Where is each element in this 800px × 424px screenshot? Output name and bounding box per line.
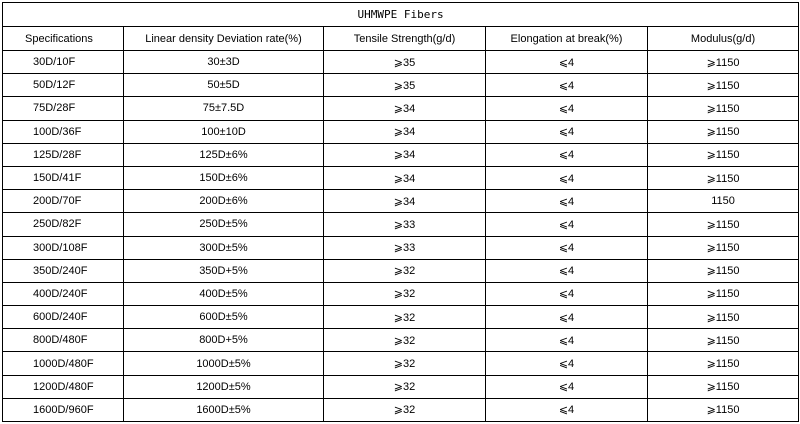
table-title-row <box>3 3 799 27</box>
cell-specification: 1200D/480F <box>3 375 124 398</box>
cell-modulus: 1150 <box>648 190 799 213</box>
cell-linear-density: 250D±5% <box>124 213 324 236</box>
cell-tensile-strength: ⩾32 <box>324 259 486 282</box>
table-row <box>3 166 799 189</box>
cell-elongation: ⩽4 <box>486 236 648 259</box>
cell-linear-density: 125D±6% <box>124 143 324 166</box>
cell-specification: 200D/70F <box>3 190 124 213</box>
cell-linear-density: 200D±6% <box>124 190 324 213</box>
cell-tensile-strength: ⩾32 <box>324 375 486 398</box>
table-row <box>3 120 799 143</box>
cell-specification: 1000D/480F <box>3 352 124 375</box>
cell-modulus: ⩾1150 <box>648 51 799 74</box>
cell-linear-density: 30±3D <box>124 51 324 74</box>
cell-tensile-strength: ⩾35 <box>324 51 486 74</box>
header-specifications: Specifications <box>3 27 124 51</box>
header-modulus: Modulus(g/d) <box>648 27 799 51</box>
table-row <box>3 259 799 282</box>
cell-modulus: ⩾1150 <box>648 329 799 352</box>
cell-specification: 250D/82F <box>3 213 124 236</box>
cell-linear-density: 350D+5% <box>124 259 324 282</box>
table-row <box>3 143 799 166</box>
header-elongation: Elongation at break(%) <box>486 27 648 51</box>
cell-modulus: ⩾1150 <box>648 375 799 398</box>
cell-elongation: ⩽4 <box>486 352 648 375</box>
cell-modulus: ⩾1150 <box>648 213 799 236</box>
cell-elongation: ⩽4 <box>486 51 648 74</box>
table-row <box>3 51 799 74</box>
table-row <box>3 398 799 421</box>
cell-tensile-strength: ⩾33 <box>324 213 486 236</box>
table-row <box>3 236 799 259</box>
cell-elongation: ⩽4 <box>486 143 648 166</box>
table-header-row <box>3 27 799 51</box>
cell-tensile-strength: ⩾34 <box>324 166 486 189</box>
cell-linear-density: 100±10D <box>124 120 324 143</box>
cell-modulus: ⩾1150 <box>648 282 799 305</box>
cell-tensile-strength: ⩾34 <box>324 143 486 166</box>
cell-specification: 125D/28F <box>3 143 124 166</box>
cell-modulus: ⩾1150 <box>648 120 799 143</box>
cell-specification: 800D/480F <box>3 329 124 352</box>
cell-modulus: ⩾1150 <box>648 166 799 189</box>
cell-elongation: ⩽4 <box>486 306 648 329</box>
cell-elongation: ⩽4 <box>486 120 648 143</box>
cell-modulus: ⩾1150 <box>648 398 799 421</box>
cell-elongation: ⩽4 <box>486 213 648 236</box>
cell-linear-density: 800D+5% <box>124 329 324 352</box>
cell-elongation: ⩽4 <box>486 398 648 421</box>
cell-modulus: ⩾1150 <box>648 74 799 97</box>
table-row <box>3 352 799 375</box>
cell-tensile-strength: ⩾32 <box>324 306 486 329</box>
table-body <box>3 51 799 422</box>
cell-specification: 1600D/960F <box>3 398 124 421</box>
cell-tensile-strength: ⩾33 <box>324 236 486 259</box>
cell-elongation: ⩽4 <box>486 190 648 213</box>
table-row <box>3 329 799 352</box>
cell-elongation: ⩽4 <box>486 166 648 189</box>
cell-specification: 600D/240F <box>3 306 124 329</box>
header-tensile-strength: Tensile Strength(g/d) <box>324 27 486 51</box>
cell-tensile-strength: ⩾34 <box>324 190 486 213</box>
cell-specification: 30D/10F <box>3 51 124 74</box>
cell-tensile-strength: ⩾34 <box>324 120 486 143</box>
cell-tensile-strength: ⩾32 <box>324 398 486 421</box>
cell-specification: 350D/240F <box>3 259 124 282</box>
table-title: UHMWPE Fibers <box>3 3 799 27</box>
cell-linear-density: 150D±6% <box>124 166 324 189</box>
cell-specification: 150D/41F <box>3 166 124 189</box>
table-row <box>3 97 799 120</box>
table-row <box>3 282 799 305</box>
cell-modulus: ⩾1150 <box>648 236 799 259</box>
cell-linear-density: 300D±5% <box>124 236 324 259</box>
header-linear-density: Linear density Deviation rate(%) <box>124 27 324 51</box>
cell-elongation: ⩽4 <box>486 259 648 282</box>
cell-linear-density: 1000D±5% <box>124 352 324 375</box>
table-row <box>3 190 799 213</box>
cell-specification: 400D/240F <box>3 282 124 305</box>
table-row <box>3 74 799 97</box>
cell-linear-density: 400D±5% <box>124 282 324 305</box>
cell-tensile-strength: ⩾32 <box>324 352 486 375</box>
uhmwpe-spec-table <box>2 2 799 422</box>
cell-linear-density: 600D±5% <box>124 306 324 329</box>
cell-modulus: ⩾1150 <box>648 259 799 282</box>
cell-linear-density: 1200D±5% <box>124 375 324 398</box>
cell-elongation: ⩽4 <box>486 97 648 120</box>
cell-linear-density: 75±7.5D <box>124 97 324 120</box>
table-row <box>3 306 799 329</box>
cell-linear-density: 50±5D <box>124 74 324 97</box>
cell-tensile-strength: ⩾32 <box>324 282 486 305</box>
cell-specification: 75D/28F <box>3 97 124 120</box>
cell-tensile-strength: ⩾32 <box>324 329 486 352</box>
table-row <box>3 213 799 236</box>
cell-elongation: ⩽4 <box>486 74 648 97</box>
cell-modulus: ⩾1150 <box>648 352 799 375</box>
cell-elongation: ⩽4 <box>486 375 648 398</box>
cell-specification: 300D/108F <box>3 236 124 259</box>
cell-tensile-strength: ⩾34 <box>324 97 486 120</box>
table-row <box>3 375 799 398</box>
cell-linear-density: 1600D±5% <box>124 398 324 421</box>
cell-elongation: ⩽4 <box>486 282 648 305</box>
cell-modulus: ⩾1150 <box>648 97 799 120</box>
cell-tensile-strength: ⩾35 <box>324 74 486 97</box>
cell-modulus: ⩾1150 <box>648 143 799 166</box>
cell-specification: 100D/36F <box>3 120 124 143</box>
cell-modulus: ⩾1150 <box>648 306 799 329</box>
cell-specification: 50D/12F <box>3 74 124 97</box>
cell-elongation: ⩽4 <box>486 329 648 352</box>
